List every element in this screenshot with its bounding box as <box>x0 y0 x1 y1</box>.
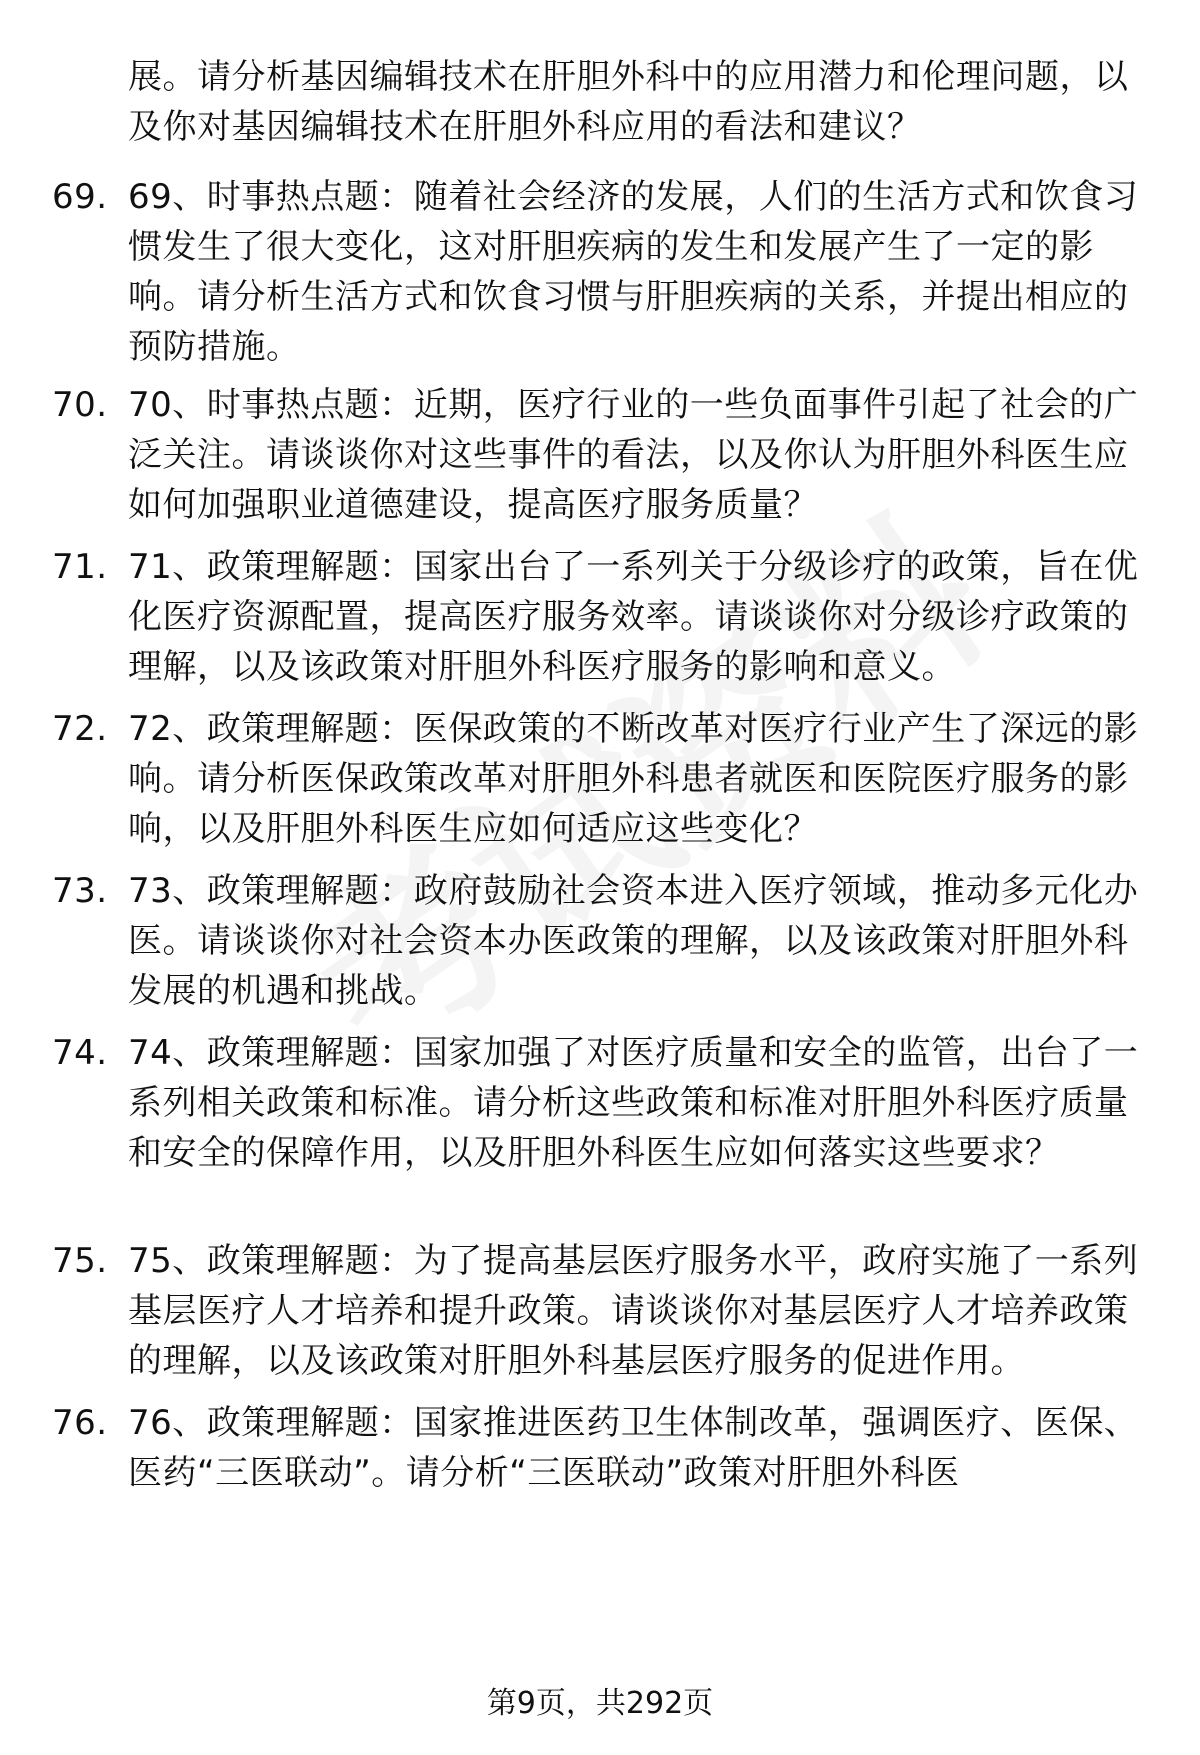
item-number: 75. <box>52 1241 108 1281</box>
item-text: 70、时事热点题：近期，医疗行业的一些负面事件引起了社会的广泛关注。请谈谈你对这些事件的看法，以及你认为肝胆外科医生应如何加强职业道德建设，提高医疗服务质量？ <box>128 385 1139 525</box>
item-number: 69. <box>52 177 108 217</box>
page-footer: 第9页，共292页 <box>486 1686 714 1721</box>
item-number: 73. <box>52 871 108 911</box>
item-number: 70. <box>52 385 108 425</box>
item-text: 76、政策理解题：国家推进医药卫生体制改革，强调医疗、医保、医药“三医联动”。请分析“三医联动”政策对肝胆外科医 <box>128 1403 1139 1493</box>
item-text: 71、政策理解题：国家出台了一系列关于分级诊疗的政策，旨在优化医疗资源配置，提高医疗服务效率。请谈谈你对分级诊疗政策的理解，以及该政策对肝胆外科医疗服务的影响和意义。 <box>128 547 1139 687</box>
item-text: 69、时事热点题：随着社会经济的发展，人们的生活方式和饮食习惯发生了很大变化，这对肝胆疾病的发生和发展产生了一定的影响。请分析生活方式和饮食习惯与肝胆疾病的关系，并提出相应的预防措施。 <box>128 177 1139 367</box>
item-text: 72、政策理解题：医保政策的不断改革对医疗行业产生了深远的影响。请分析医保政策改革对肝胆外科患者就医和医院医疗服务的影响，以及肝胆外科医生应如何适应这些变化？ <box>128 709 1139 849</box>
item-text: 73、政策理解题：政府鼓励社会资本进入医疗领域，推动多元化办医。请谈谈你对社会资本办医政策的理解，以及该政策对肝胆外科发展的机遇和挑战。 <box>128 871 1139 1011</box>
item-number: 71. <box>52 547 108 587</box>
item-number: 74. <box>52 1033 108 1073</box>
item-number: 76. <box>52 1403 108 1443</box>
item-text: 75、政策理解题：为了提高基层医疗服务水平，政府实施了一系列基层医疗人才培养和提升政策。请谈谈你对基层医疗人才培养政策的理解，以及该政策对肝胆外科基层医疗服务的促进作用。 <box>128 1241 1139 1381</box>
item-number: 72. <box>52 709 108 749</box>
continuation-paragraph: 展。请分析基因编辑技术在肝胆外科中的应用潜力和伦理问题，以及你对基因编辑技术在肝胆外科应用的看法和建议？ <box>128 57 1129 147</box>
item-text: 74、政策理解题：国家加强了对医疗质量和安全的监管，出台了一系列相关政策和标准。请分析这些政策和标准对肝胆外科医疗质量和安全的保障作用，以及肝胆外科医生应如何落实这些要求？ <box>128 1033 1139 1173</box>
